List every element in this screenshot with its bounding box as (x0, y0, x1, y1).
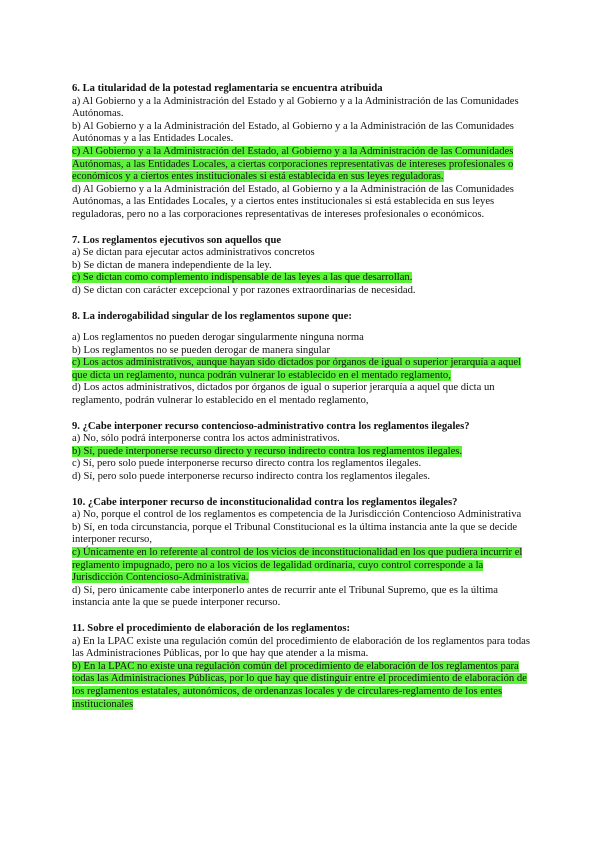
option-b: b) Al Gobierno y a la Administración del Estado, al Gobierno y a la Administración de las Comunidades Autónomas y a las Entidades Locales. (72, 120, 514, 145)
option-b-highlighted: b) Sí, puede interponerse recurso directo y recurso indirecto contra los reglamentos ilegales. (72, 445, 463, 457)
option-a: a) No, porque el control de los reglamentos es competencia de la Jurisdicción Contencioso Administrativa (72, 509, 522, 521)
option-b-highlighted: b) En la LPAC no existe una regulación común del procedimiento de elaboración de los reglamentos para todas las Administraciones Públicas, por lo que hay que distinguir entre el procedimiento de elaboración de los reglamentos estatales, autonómicos, de ordenanzas locales y de circulares-reglamento de los entes institucionales (72, 660, 527, 710)
option-d: d) Sí, pero solo puede interponerse recurso indirecto contra los reglamentos ilegales. (72, 471, 431, 483)
option-c: c) Sí, pero solo puede interponerse recurso directo contra los reglamentos ilegales. (72, 458, 422, 470)
option-d: d) Sí, pero únicamente cabe interponerlo antes de recurrir ante el Tribunal Supremo, que es la última instancia ante la que se puede interponer recurso. (72, 584, 498, 609)
question-6 (72, 83, 530, 222)
option-a: a) En la LPAC existe una regulación común del procedimiento de elaboración de los reglamentos para todas las Administraciones Públicas, por lo que hay que atender a la misma. (72, 635, 530, 660)
document-page (72, 83, 530, 724)
question-8 (72, 311, 530, 408)
question-title: 8. La inderogabilidad singular de los reglamentos supone que: (72, 310, 352, 322)
option-c-highlighted: c) Los actos administrativos, aunque hayan sido dictados por órganos de igual o superior jerarquía a aquel que dicta un reglamento, nunca podrán vulnerar lo establecido en el mentado reglamento, (72, 357, 522, 381)
option-b: b) Se dictan de manera independiente de la ley. (72, 259, 272, 271)
option-d: d) Al Gobierno y a la Administración del Estado, al Gobierno y a la Administración de las Comunidades Autónomas, a las Entidades Locales, y a ciertos entes institucionales si está establecida en sus leyes reguladoras, pero no a las corporaciones representativas de intereses profesionales o económicos. (72, 183, 514, 220)
question-7 (72, 235, 530, 298)
option-d: d) Los actos administrativos, dictados por órganos de igual o superior jerarquía a aquel que dicta un reglamento, podrán vulnerar lo establecido en el mentado reglamento, (72, 382, 495, 407)
option-c-highlighted: c) Se dictan como complemento indispensable de las leyes a las que desarrollan. (72, 272, 413, 284)
option-b: b) Los reglamentos no se pueden derogar de manera singular (72, 344, 330, 356)
option-c-highlighted: c) Al Gobierno y a la Administración del Estado, al Gobierno y a la Administración de las Comunidades Autónomas, a las Entidades Locales, a ciertas corporaciones representativas de intereses profesionales o económicos y a ciertos entes institucionales si está establecida en sus leyes reguladoras. (72, 145, 514, 183)
question-title: 11. Sobre el procedimiento de elaboración de los reglamentos: (72, 622, 351, 634)
option-a: a) Los reglamentos no pueden derogar singularmente ninguna norma (72, 332, 364, 344)
option-d: d) Se dictan con carácter excepcional y por razones extraordinarias de necesidad. (72, 284, 416, 296)
option-b: b) Sí, en toda circunstancia, porque el Tribunal Constitucional es la última instancia ante la que se decide interponer recurso, (72, 521, 518, 546)
option-a: a) Se dictan para ejecutar actos administrativos concretos (72, 247, 315, 259)
question-title: 7. Los reglamentos ejecutivos son aquellos que (72, 234, 282, 246)
question-title: 9. ¿Cabe interponer recurso contencioso-administrativo contra los reglamentos ilegales? (72, 420, 470, 432)
option-a: a) No, sólo podrá interponerse contra los actos administrativos. (72, 433, 340, 445)
question-10 (72, 497, 530, 610)
option-c-highlighted: c) Únicamente en lo referente al control de los vicios de inconstitucionalidad en los que pudiera incurrir el reglamento impugnado, pero no a los vicios de legalidad ordinaria, cuyo control corresponde a la Jurisdicción Contencioso-Administrativa. (72, 547, 523, 584)
question-title: 6. La titularidad de la potestad reglamentaria se encuentra atribuida (72, 83, 383, 94)
option-a: a) Al Gobierno y a la Administración del Estado y al Gobierno y a la Administración de las Comunidades Autónomas. (72, 95, 519, 120)
question-11 (72, 623, 530, 711)
question-title: 10. ¿Cabe interponer recurso de inconstitucionalidad contra los reglamentos ilegales? (72, 496, 458, 508)
question-9 (72, 421, 530, 484)
